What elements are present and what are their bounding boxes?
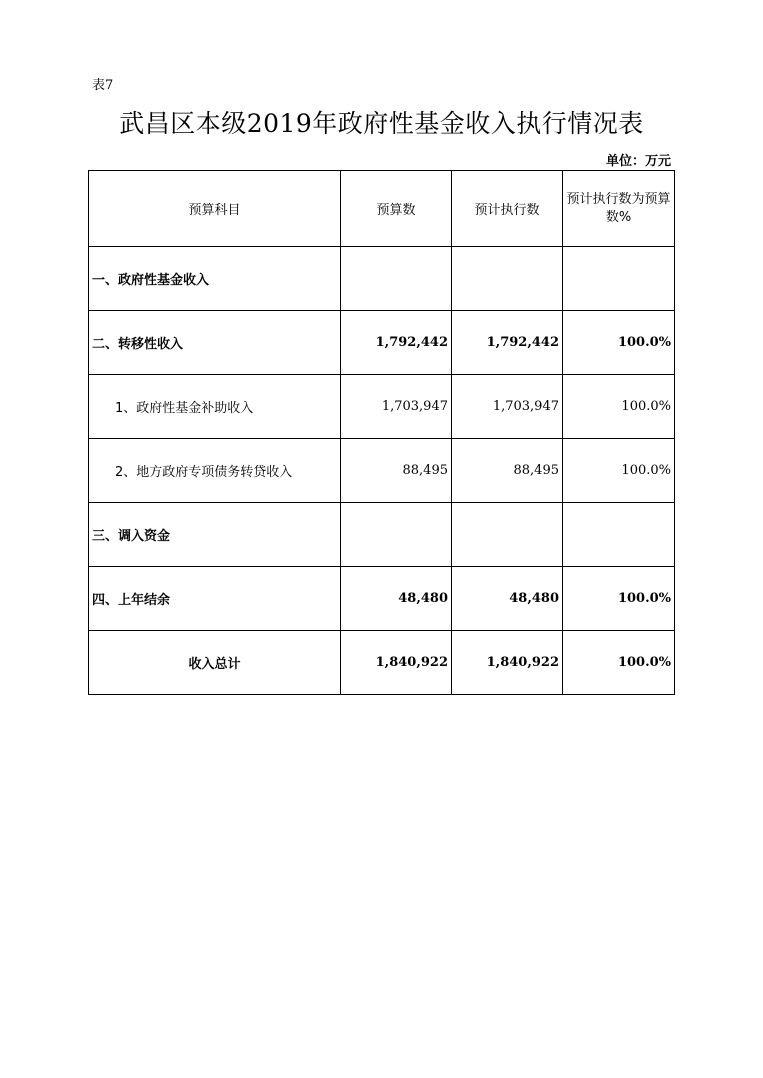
table-header-row [89,171,675,247]
row-name: 四、上年结余 [89,567,341,631]
row-name: 二、转移性收入 [89,311,341,375]
row-name: 一、政府性基金收入 [89,247,341,311]
table-row [89,247,675,311]
row-name: 2、地方政府专项债务转贷收入 [89,439,341,503]
row-estimate [452,247,563,311]
header-budget: 预算数 [341,171,452,247]
row-percent [563,247,675,311]
row-budget: 1,792,442 [341,311,452,375]
row-percent: 100.0% [563,311,675,375]
row-budget: 88,495 [341,439,452,503]
table-total-row [89,631,675,695]
header-percent: 预计执行数为预算数% [563,171,675,247]
page-title: 武昌区本级2019年政府性基金收入执行情况表 [119,109,644,138]
row-name: 收入总计 [89,631,341,695]
row-percent: 100.0% [563,567,675,631]
table-row [89,567,675,631]
row-budget [341,247,452,311]
table-row [89,503,675,567]
row-estimate: 1,792,442 [452,311,563,375]
table-row [89,439,675,503]
header-subject: 预算科目 [89,171,341,247]
row-estimate: 88,495 [452,439,563,503]
row-estimate: 48,480 [452,567,563,631]
row-budget [341,503,452,567]
row-estimate [452,503,563,567]
row-budget: 48,480 [341,567,452,631]
row-percent: 100.0% [563,375,675,439]
fund-income-table [88,170,675,695]
unit-label: 单位：万元 [605,154,671,169]
table-row [89,311,675,375]
row-estimate: 1,703,947 [452,375,563,439]
row-percent [563,503,675,567]
row-budget: 1,703,947 [341,375,452,439]
row-budget: 1,840,922 [341,631,452,695]
table-number-label: 表7 [92,78,114,93]
row-estimate: 1,840,922 [452,631,563,695]
row-percent: 100.0% [563,439,675,503]
row-name: 1、政府性基金补助收入 [89,375,341,439]
row-percent: 100.0% [563,631,675,695]
table-row [89,375,675,439]
header-estimate: 预计执行数 [452,171,563,247]
row-name: 三、调入资金 [89,503,341,567]
